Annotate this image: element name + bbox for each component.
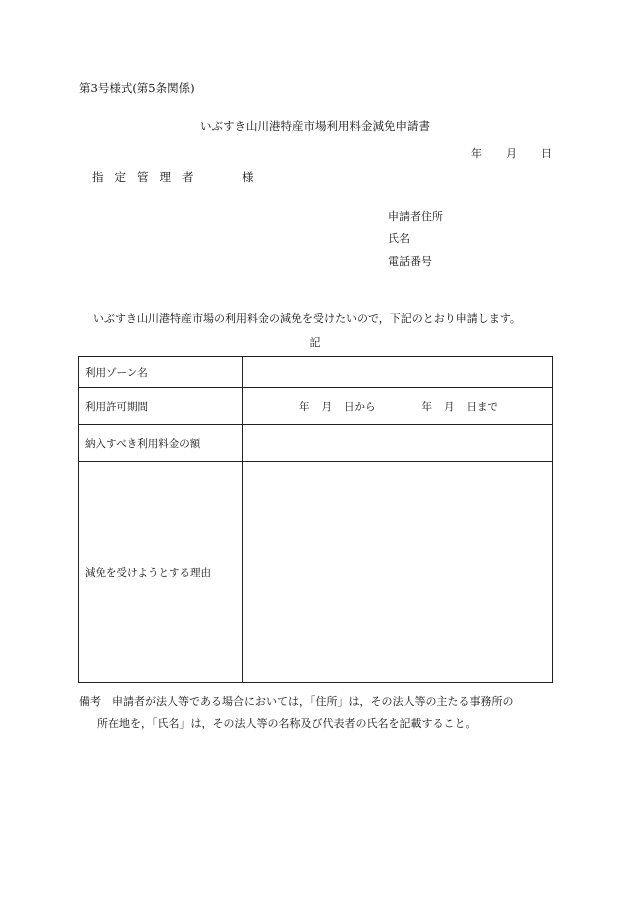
table-row bbox=[79, 388, 553, 425]
remarks-line-2: 所在地を，「氏名」は，その法人等の名称及び代表者の氏名を記載すること。 bbox=[97, 717, 477, 730]
request-statement: いぶすき山川港特産市場の利用料金の減免を受けたいので，下記のとおり申請します。 bbox=[93, 312, 521, 325]
date-day-label: 日 bbox=[541, 147, 552, 160]
fee-amount-label: 納入すべき利用料金の額 bbox=[79, 425, 243, 462]
period-to-month: 月 bbox=[444, 400, 455, 413]
table-row bbox=[79, 425, 553, 462]
period-from-day: 日から bbox=[344, 400, 376, 413]
applicant-phone-label: 電話番号 bbox=[388, 255, 432, 268]
table-row bbox=[79, 462, 553, 683]
applicant-name-label: 氏名 bbox=[388, 232, 410, 245]
table-row bbox=[79, 357, 553, 388]
period-from-year: 年 bbox=[299, 400, 310, 413]
date-year-label: 年 bbox=[471, 147, 482, 160]
document-title: いぶすき山川港特産市場利用料金減免申請書 bbox=[200, 119, 430, 133]
addressee-name: 指定管理者 bbox=[92, 170, 205, 184]
addressee-honorific: 様 bbox=[242, 170, 254, 184]
period-from-month: 月 bbox=[321, 400, 332, 413]
period-to-year: 年 bbox=[421, 400, 432, 413]
period-to-day: 日まで bbox=[466, 400, 498, 413]
form-number: 第3号様式(第5条関係) bbox=[79, 81, 195, 95]
zone-name-field[interactable] bbox=[243, 357, 553, 388]
permit-period-label: 利用許可期間 bbox=[79, 388, 243, 425]
ki-heading: 記 bbox=[309, 336, 321, 349]
zone-name-label: 利用ゾーン名 bbox=[79, 357, 243, 388]
application-table bbox=[78, 356, 553, 683]
permit-period-field[interactable] bbox=[243, 388, 553, 425]
applicant-address-label: 申請者住所 bbox=[388, 210, 443, 223]
remarks-line-1: 備考 申請者が法人等である場合においては，「住所」は，その法人等の主たる事務所の bbox=[79, 695, 514, 708]
fee-amount-field[interactable] bbox=[243, 425, 553, 462]
reduction-reason-label: 減免を受けようとする理由 bbox=[79, 462, 243, 683]
reduction-reason-field[interactable] bbox=[243, 462, 553, 683]
date-month-label: 月 bbox=[506, 147, 517, 160]
